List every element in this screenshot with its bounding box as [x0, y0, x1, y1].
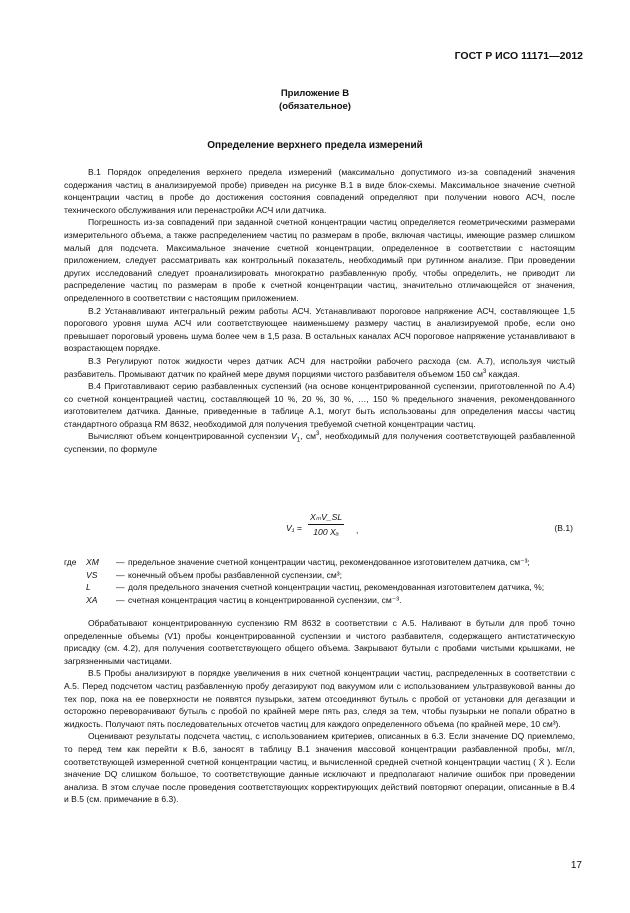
- legend-symbol: L: [86, 582, 91, 593]
- paragraph-b1: В.1 Порядок определения верхнего предела измерений (максимально допустимого из-за совпадений значения содержания частиц в анализируемой пробе) приведен на рисунке В.1 в виде блок-схемы. Максимальное значение счетной концентрации частиц в пробе до достижения состояния совпадений определяют при получении нового АСЧ, после технического обслуживания или перенастройки АСЧ или датчика.: [64, 167, 575, 215]
- legend-symbol: XM: [86, 557, 99, 567]
- legend-symbol: XA: [86, 594, 98, 605]
- paragraph-b4: В.4 Приготавливают серию разбавленных суспензий (на основе концентрированной суспензии, приготовленной по А.4) со счетной концентрацией частиц, составляющей 10 %, 20 %, 30 %, …, 150 % предельного значения, рекомендованного изготовителем датчика. Данные, приведенные в таблице А.1, могут быть использованы для определения массы частиц стандартного образца RM 8632, необходимой для получения требуемой счетной концентрации частиц.: [64, 381, 575, 429]
- legend-description: конечный объем пробы разбавленной суспензии, см³;: [128, 569, 343, 580]
- legend-description: доля предельного значения счетной концентрации частиц, рекомендованная изготовителем датчика, %;: [128, 582, 545, 593]
- formula-number: (В.1): [554, 523, 573, 533]
- legend-dash: —: [116, 582, 125, 593]
- legend-dash: —: [116, 594, 125, 605]
- legend-description: предельное значение счетной концентрации частиц, рекомендованное изготовителем датчика, см⁻³;: [128, 557, 530, 567]
- formula-fraction: [308, 512, 344, 537]
- legend-row: [64, 594, 575, 607]
- section-title: Определение верхнего предела измерений: [207, 140, 423, 151]
- legend-row: [64, 581, 575, 594]
- legend-dash: —: [116, 557, 125, 567]
- paragraph-b3: В.3 Регулируют поток жидкости через датчик АСЧ для настройки рабочего расхода (см. А.7), используя чистый разбавитель. Промывают датчик по крайней мере двумя порциями чистого разбавителя объемом 150 $см^3$ каждая.: [64, 355, 575, 379]
- paragraph-b4-calc: Вычисляют объем концентрированной суспензии $V_1$, $см^3$, необходимый для получения соответствующей разбавленной суспензии, по формуле: [64, 431, 576, 455]
- paragraph-b2: В.2 Устанавливают интегральный режим работы АСЧ. Устанавливают пороговое напряжение АСЧ, составляющее 1,5 порогового уровня шума АСЧ или соответствующее наименьшему размеру частиц в анализируемой пробе, если оно превышает пороговый уровень шума более чем в 1,5 раза. В остальных каналах АСЧ пороговое напряжение устанавливают в возрастающем порядке.: [64, 305, 575, 354]
- formula-denominator: 100 Xₐ: [313, 527, 339, 537]
- document-header: ГОСТ Р ИСО 11171—2012: [454, 50, 583, 62]
- formula-numerator: XₘV_SL: [308, 512, 344, 525]
- formula-lhs: V₁ =: [286, 523, 302, 533]
- legend-dash: —: [116, 569, 125, 580]
- formula-comma: ,: [356, 525, 359, 535]
- appendix-title: Приложение В: [280, 88, 350, 99]
- legend-symbol: VS: [86, 569, 98, 580]
- paragraph-b1-error: Погрешность из-за совпадений при заданной счетной концентрации частиц определяется геометрическими размерами измерительного объема, а также распределением частиц по размерам в пробе, включая частицы, имеющие размер слишком малый для подсчета. Максимальное значение счетной концентрации, определенное в соответствии с настоящим приложением, следует рассматривать как контрольный показатель, необходимый при рутинном анализе. При проведении других исследований следует проанализировать многократно разбавленную пробу, чтобы определить, не приводит ли распределение частиц по размерам в пробе к счетной концентрации частиц, значительно отличающейся от значения, определенного в соответствии с настоящим приложением.: [64, 217, 575, 303]
- appendix-subtitle: (обязательное): [279, 101, 351, 112]
- legend-row: [64, 556, 575, 569]
- body-text-upper: [64, 166, 575, 456]
- paragraph-b5-eval: Оценивают результаты подсчета частиц, с использованием критериев, описанных в 6.3. Если значение DQ приемлемо, то перед тем как перейти к В.6, заносят в таблицу В.1 значения массовой концентрации разбавленной пробы, мг/л, соответствующей измеренной счетной концентрации частиц, и вычисленной средней счетной концентрации частиц ( X̄ ). Если значение DQ слишком большое, то соответствующие данные исключают и предполагают наличие ошибок при проведении анализа. В этом случае после проведения соответствующих корректирующих действий повторяют операции, описанные в В.4 и В.5 (см. примечание в 6.3).: [64, 731, 575, 805]
- body-text-lower: [64, 617, 575, 806]
- variable-legend: [64, 556, 575, 606]
- page-number: 17: [570, 860, 582, 871]
- legend-description: счетная концентрация частиц в концентрированной суспензии, см⁻³.: [128, 594, 402, 605]
- paragraph-b4-prep: Обрабатывают концентрированную суспензию RM 8632 в соответствии с А.5. Наливают в бутыли для проб точно определенные объемы (V1) пробы концентрированной суспензии и чистого разбавителя, содержащего антистатическую присадку (см. 4.2), для получения соответствующего общего объема. Закрывают бутыли с пробами чистыми крышками, не загрязненными частицами.: [64, 618, 575, 666]
- formula-b1: [64, 512, 575, 546]
- legend-row: [64, 569, 575, 582]
- legend-lead: где: [64, 557, 77, 567]
- paragraph-b5: В.5 Пробы анализируют в порядке увеличения в них счетной концентрации частиц, распределенных в соответствии с А.5. Перед подсчетом частиц разбавленную пробу дегазируют под вакуумом или с использованием ультразвуковой ванны до тех пор, пока на ее поверхности не появятся пузырьки, затем отсоединяют бутыль с пробой от установки для дегазации и осторожно переворачивают бутыль с пробой по крайней мере пять раз, следя за тем, чтобы пузырьки не попали обратно в жидкость. Получают пять последовательных отсчетов частиц для каждого определенного объема (по крайней мере, 10 см³).: [64, 668, 575, 729]
